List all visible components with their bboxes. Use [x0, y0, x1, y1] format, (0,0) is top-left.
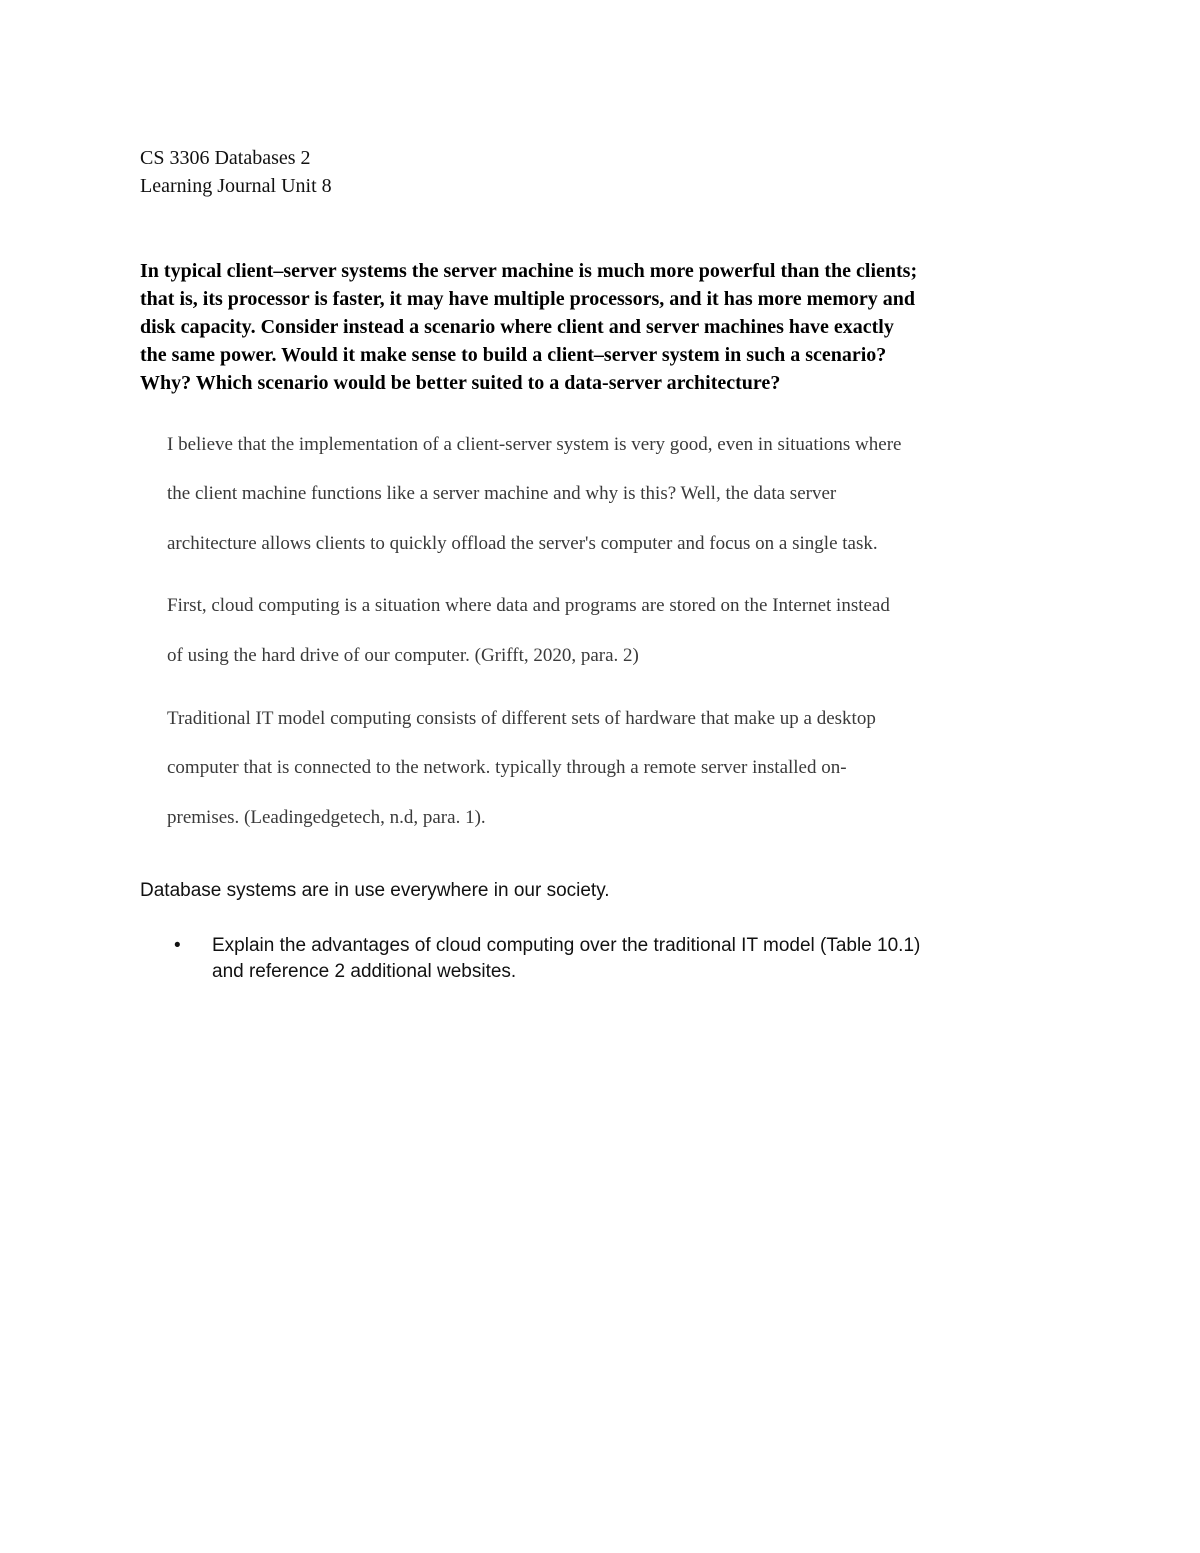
question-line: disk capacity. Consider instead a scenario where client and server machines have exactly	[140, 316, 894, 338]
course-name: CS 3306 Databases 2	[140, 147, 311, 169]
prompt-text: Database systems are in use everywhere in our society.	[140, 880, 610, 901]
journal-title: Learning Journal Unit 8	[140, 175, 332, 197]
question-line: Why? Which scenario would be better suited to a data-server architecture?	[140, 372, 781, 394]
question-block	[140, 257, 1080, 397]
answer-paragraph-3-line: Traditional IT model computing consists of different sets of hardware that make up a desktop	[167, 708, 876, 729]
bullet-item	[212, 933, 1062, 985]
question-line: In typical client–server systems the server machine is much more powerful than the clients;	[140, 260, 918, 282]
answer-paragraph-1-line: the client machine functions like a server machine and why is this? Well, the data server	[167, 483, 837, 504]
answer-paragraph-3-line: computer that is connected to the network. typically through a remote server installed on-	[167, 757, 847, 778]
answer-paragraph-2-line: First, cloud computing is a situation where data and programs are stored on the Internet instead	[167, 595, 890, 616]
answer-paragraph-1-line: architecture allows clients to quickly offload the server's computer and focus on a single task.	[167, 533, 878, 554]
answer-paragraph-2-line: of using the hard drive of our computer. (Grifft, 2020, para. 2)	[167, 645, 639, 666]
question-line: the same power. Would it make sense to build a client–server system in such a scenario?	[140, 344, 887, 366]
answer-paragraph-1-line: I believe that the implementation of a client-server system is very good, even in situations where	[167, 434, 902, 455]
question-line: that is, its processor is faster, it may have multiple processors, and it has more memory and	[140, 288, 915, 310]
bullet-line: and reference 2 additional websites.	[212, 961, 517, 982]
document-header	[140, 144, 332, 200]
bullet-line: Explain the advantages of cloud computing over the traditional IT model (Table 10.1)	[212, 935, 921, 956]
answer-paragraph-3-line: premises. (Leadingedgetech, n.d, para. 1).	[167, 807, 486, 828]
bullet-dot-icon: •	[174, 935, 181, 956]
